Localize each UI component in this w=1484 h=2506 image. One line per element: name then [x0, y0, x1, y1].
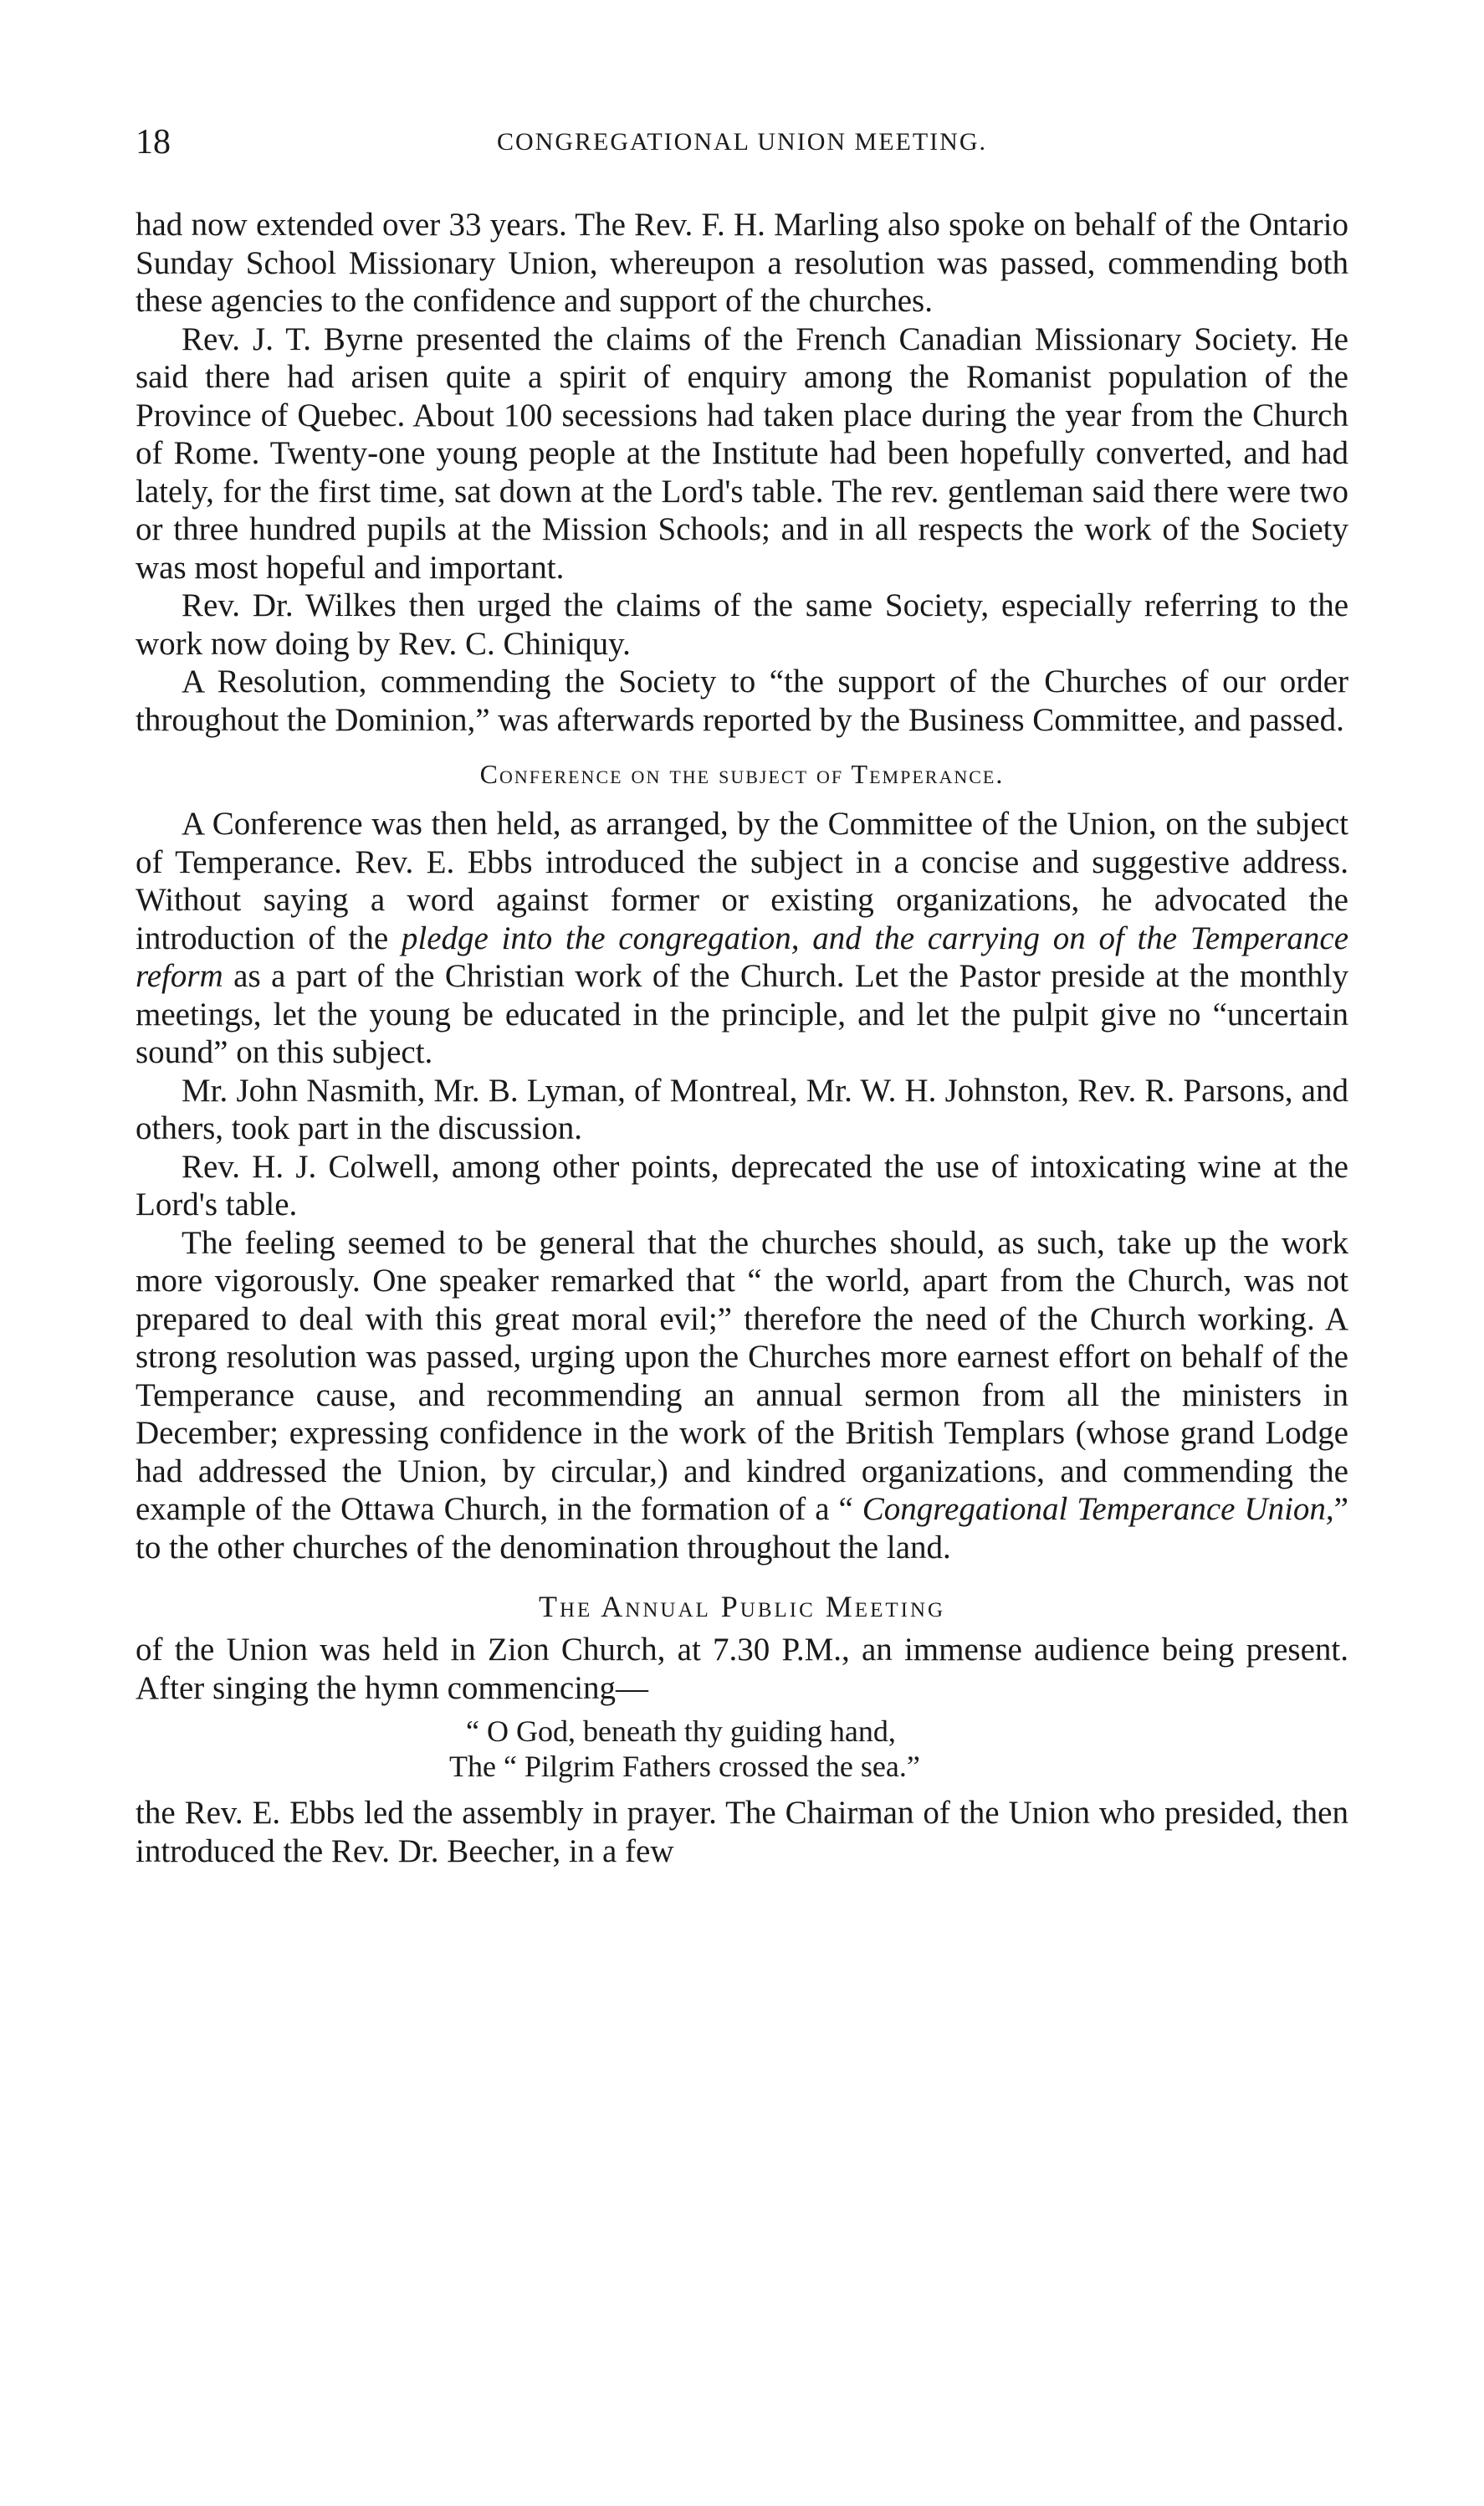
hymn-line-1: “ O God, beneath thy guiding hand,: [466, 1714, 896, 1748]
paragraph-feeling: [136, 1224, 1348, 1567]
paragraph-wilkes: Rev. Dr. Wilkes then urged the claims of the same Society, especially referring to the work now doing by Rev. C. Chiniquy.: [136, 587, 1348, 662]
paragraph-feeling-italic: Congregational Temperance Union,: [862, 1491, 1334, 1527]
body-text: [136, 206, 1348, 1870]
paragraph-conference: [136, 805, 1348, 1072]
hymn-line-2: The “ Pilgrim Fathers crossed the sea.”: [449, 1750, 920, 1783]
paragraph-conference-text-a: A Conference was then held, as arranged, by the Committee of the Union, on the subject of Temperance. Rev. E. Ebbs introduced the subject in a concise and suggestive address. Without saying a word against former or existing organizations, he advocated the introduction of the: [136, 806, 1348, 956]
paragraph-resolution: A Resolution, commending the Society to “the support of the Churches of our order throughout the Dominion,” was afterwards reported by the Business Committee, and passed.: [136, 664, 1348, 738]
paragraph-feeling-text-a: The feeling seemed to be general that the churches should, as such, take up the work more vigorously. One speaker remarked that “ the world, apart from the Church, was not prepared to deal with this great moral evil;” therefore the need of the Church working. A strong resolution was passed, urging upon the Churches more earnest effort on behalf of the Temperance cause, and recommending an annual sermon from all the ministers in December; expressing confidence in the work of the British Templars (whose grand Lodge had addressed the Union, by circular,) and kindred organizations, and commending the example of the Ottawa Church, in the formation of a “: [136, 1224, 1348, 1527]
paragraph-conference-italic: pledge into the congregation, and the carrying on of the Temperance reform: [136, 920, 1349, 994]
paragraph-discussion: Mr. John Nasmith, Mr. B. Lyman, of Montreal, Mr. W. H. Johnston, Rev. R. Parsons, and others, took part in the discussion.: [136, 1072, 1348, 1146]
page-header: [136, 117, 1348, 167]
section-heading-annual-meeting: The Annual Public Meeting: [538, 1590, 946, 1623]
paragraph-prayer: the Rev. E. Ebbs led the assembly in prayer. The Chairman of the Union who presided, then introduced the Rev. Dr. Beecher, in a few: [136, 1795, 1348, 1869]
paragraph-conference-text-b: as a part of the Christian work of the Church. Let the Pastor preside at the monthly meetings, let the young be educated in the principle, and let the pulpit give no “uncertain sound” on this subject.: [136, 958, 1348, 1070]
paragraph-colwell: Rev. H. J. Colwell, among other points, deprecated the use of intoxicating wine at the Lord's table.: [136, 1148, 1348, 1222]
paragraph-continuation: had now extended over 33 years. The Rev. F. H. Marling also spoke on behalf of the Ontario Sunday School Missionary Union, whereupon a resolution was passed, commending both these agencies to the confidence and support of the churches.: [136, 207, 1348, 319]
page-number: 18: [136, 123, 171, 161]
section-heading-temperance: Conference on the subject of Temperance.: [479, 759, 1005, 789]
document-page: [136, 117, 1348, 1870]
paragraph-annual-meeting: of the Union was held in Zion Church, at 7.30 P.M., an immense audience being present. After singing the hymn commencing—: [136, 1632, 1348, 1706]
paragraph-byrne: Rev. J. T. Byrne presented the claims of the French Canadian Missionary Society. He said there had arisen quite a spirit of enquiry among the Romanist population of the Province of Quebec. About 100 secessions had taken place during the year from the Church of Rome. Twenty-one young people at the Institute had been hopefully converted, and had lately, for the first time, sat down at the Lord's table. The rev. gentleman said there were two or three hundred pupils at the Mission Schools; and in all respects the work of the Society was most hopeful and important.: [136, 320, 1348, 586]
hymn-verse: [136, 1714, 1348, 1784]
paragraph-feeling-text-b: ” to the other churches of the denomination throughout the land.: [136, 1491, 1348, 1566]
running-title: CONGREGATIONAL UNION MEETING.: [497, 128, 987, 156]
